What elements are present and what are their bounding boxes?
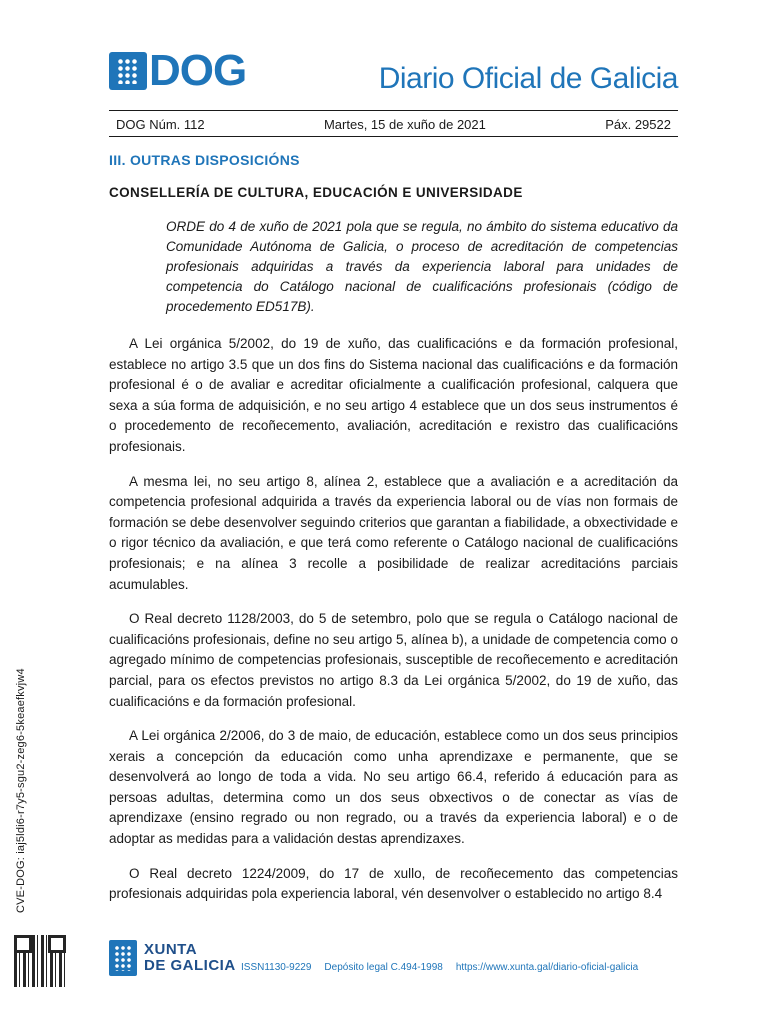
- dog-logo: [109, 46, 247, 95]
- xunta-logo: [109, 940, 236, 976]
- issue-date: Martes, 15 de xuño de 2021: [323, 117, 486, 132]
- page-number: Páx. 29522: [605, 117, 671, 132]
- paragraph: A Lei orgánica 5/2002, do 19 de xuño, das cualificacións e da formación profesional, establece no artigo 3.5 que un dos fins do Sistema nacional das cualificacións e da formación profesional é o de avaliar e acreditar oficialmente a cualificación profesional, calquera que sexa a súa forma de adquisición, e no seu artigo 4 establece que un dos seus instrumentos é o procedemento de recoñecemento, avaliación, acreditación e rexistro das cualificacións profesionais.: [109, 336, 678, 454]
- department-heading: CONSELLERÍA DE CULTURA, EDUCACIÓN E UNIVERSIDADE: [109, 185, 523, 200]
- dog-url-link[interactable]: https://www.xunta.gal/diario-oficial-galicia: [455, 962, 639, 973]
- order-title: ORDE do 4 de xuño de 2021 pola que se regula, no ámbito do sistema educativo da Comunidade Autónoma de Galicia, o proceso de acreditación de competencias profesionais adquiridas a través da experiencia laboral para unidades de competencia do Catálogo nacional de cualificacións profesionais (código de procedemento ED517B).: [166, 219, 678, 314]
- galicia-shield-icon: [109, 52, 147, 90]
- xunta-shield-icon: [109, 940, 137, 976]
- legal-deposit: Depósito legal C.494-1998: [324, 962, 443, 973]
- dog-logo-text: DOG: [149, 46, 247, 95]
- masthead-title: Diario Oficial de Galicia: [378, 62, 678, 95]
- xunta-name-line2: DE GALICIA: [144, 957, 236, 974]
- cve-code: CVE-DOG: iaj5ldi6-r7y5-sgu2-zeg6-5keaefkvjw4: [15, 668, 27, 913]
- issn: ISSN1130-9229: [241, 962, 312, 973]
- header-rule-top: [109, 110, 678, 111]
- paragraph: A Lei orgánica 2/2006, do 3 de maio, de educación, establece como un dos seus principios xerais a concepción da educación como unha aprendizaxe e permanente, que se desenvolverá ao longo de toda a vida. No seu artigo 66.4, referido á educación para as persoas adultas, determina como un dos seus obxectivos o de conectar as vías de aprendizaxe (ensino regrado ou non regrado, ou a través da experiencia laboral) e o de adoptar as medidas para a validación destas aprendizaxes.: [109, 728, 678, 847]
- paragraph: O Real decreto 1224/2009, do 17 de xullo, de recoñecemento das competencias profesionais adquiridas pola experiencia laboral, vén desenvolver o establecido no artigo 8.4: [109, 865, 678, 902]
- section-heading: III. OUTRAS DISPOSICIÓNS: [109, 152, 300, 168]
- paragraph: O Real decreto 1128/2003, do 5 de setembro, polo que se regula o Catálogo nacional de cualificacións profesionais, define no seu artigo 5, alínea b), a unidade de competencia como o agregado mínimo de competencias profesionais, susceptible de recoñecemento e acreditación parcial, para os efectos previstos no artigo 8.3 da Lei orgánica 5/2002, do 19 de xuño, das cualificacións e da formación profesional.: [109, 611, 678, 709]
- header-rule-bottom: [109, 136, 678, 137]
- qr-code[interactable]: [14, 935, 66, 987]
- issue-number: DOG Núm. 112: [116, 117, 205, 132]
- paragraph: A mesma lei, no seu artigo 8, alínea 2, establece que a avaliación e a acreditación da competencia profesional adquirida a través da experiencia laboral ou de vías non formais de formación se debe desenvolver seguindo criterios que garantan a fiabilidade, a obxectividade e o rigor técnico da avaliación, e que terá como referente o Catálogo nacional de cualificacións profesionais; e na alínea 3 recolle a posibilidade de realizar acreditacións parciais acumulables.: [109, 473, 678, 592]
- document-body: [109, 334, 678, 919]
- xunta-name-line1: XUNTA: [144, 941, 198, 958]
- footer: [241, 962, 638, 973]
- issue-header: [109, 117, 678, 132]
